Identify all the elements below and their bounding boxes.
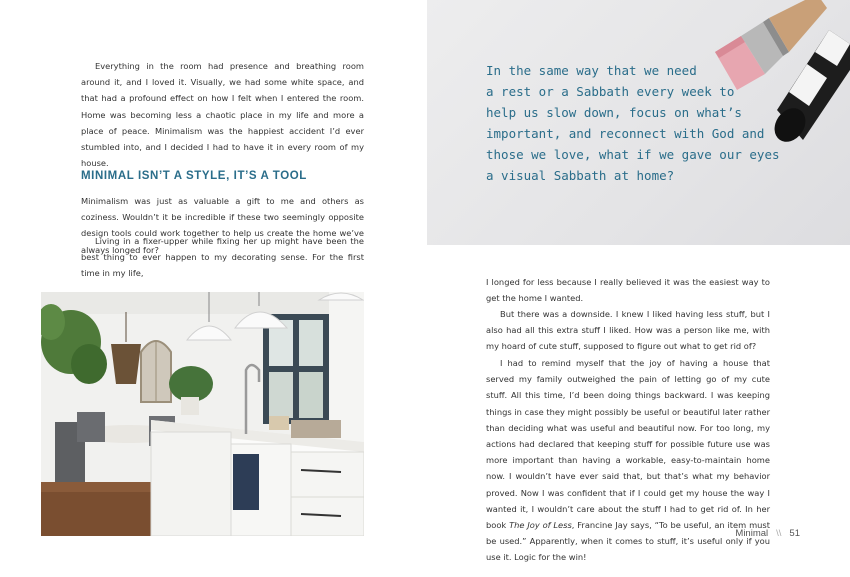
left-paragraph-1-text: Everything in the room had presence and breathing room around it, and I loved it. Visually, we had some white space, and that had a profound effect on how I felt when I entered the room. Home was becoming less a chaotic place in my life and more a place of peace. Minimalism was the happiest accident I’d ever stumbled into, and I decided I had to have it in every room of my house. [81,61,364,169]
right-paragraph-3-text-a: I had to remind myself that the joy of having a house that served my family outweighed the pain of letting go of my cute stuff. All this time, I’d been doing things backward. I was keeping things in case they might possibly be useful or beautiful later rather than deciding what was useful and beautiful now. For too long, my actions had declared that keeping stuff for possible future use was more important than having a workable, easy-to-maintain home now. I wouldn’t have ever said that, but that’s what my behavior proved. Now I was confident that if I could get my house the way I wanted it, I wouldn’t care about the stuff I had to get rid of. In her book [486,358,770,531]
right-paragraph-1: I longed for less because I really believed it was the easiest way to get the home I wanted. [486,277,770,304]
right-paragraph-2 [486,306,770,355]
pull-quote-panel [427,0,850,245]
left-paragraph-3 [81,233,364,282]
page-number: 51 [789,528,800,539]
right-paragraph-2-text: But there was a downside. I knew I liked having less stuff, but I also had all this extra stuff I liked. How was a person like me, with my hoard of cute stuff, supposed to figure out what to get rid of? [486,309,770,352]
book-title: The Joy of Less [509,520,572,531]
page-footer [735,528,800,539]
right-paragraph-3 [486,355,770,566]
pull-quote: In the same way that we need a rest or a Sabbath every week to help us slow down, focus on what’s important, and reconnect with God and those we love, what if we gave our eyes a visual Sabbath at home? [486,63,780,183]
left-paragraph-2: Minimalism was just as valuable a gift to me and others as coziness. Wouldn’t it be incredible if these two seemingly opposite design tools could work together to help us create the home we’ve always longed for? [81,196,364,255]
section-heading: MINIMAL ISN’T A STYLE, IT’S A TOOL [81,170,307,182]
kitchen-photo-illustration [41,292,364,536]
kitchen-photo [41,292,364,536]
left-paragraph-3-text: Living in a fixer-upper while fixing her up might have been the best thing to ever happen to my decorating sense. For the first time in my life, [81,236,364,279]
chapter-name: Minimal [735,528,769,539]
left-paragraph-1 [81,58,364,171]
right-paragraph-3-text-b: , Francine Jay says, “To be useful, an item must be used.” Apparently, when it comes to stuff, it’s useful only if you use it. Logic for the win! [486,520,770,563]
footer-separator: \\ [776,528,782,539]
paintbrush-illustration [707,0,850,160]
